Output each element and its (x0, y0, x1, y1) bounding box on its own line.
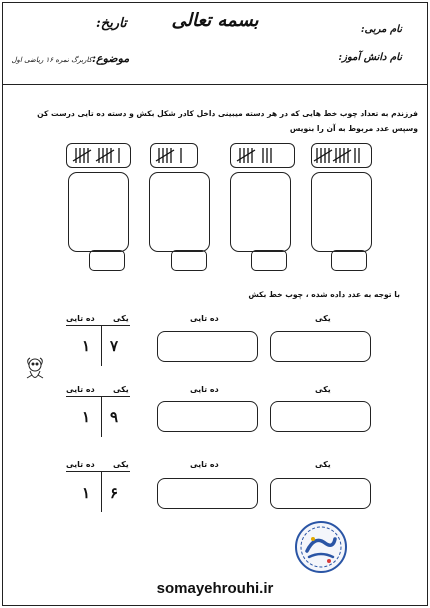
bundle-drawing-box-4[interactable] (311, 172, 372, 252)
number-answer-box-3[interactable] (251, 250, 287, 271)
ones-tally-draw-box[interactable] (270, 401, 371, 432)
bundle-drawing-box-1[interactable] (68, 172, 129, 252)
tens-column-label: ده تایی (66, 314, 95, 323)
topic-value: کاربرگ نمره ۱۶ ریاضی اول (11, 56, 92, 64)
ones-draw-label: یکی (315, 460, 331, 469)
tens-digit: ۱ (82, 337, 91, 355)
number-answer-box-1[interactable] (89, 250, 125, 271)
footer-logo (295, 521, 347, 573)
page-title: بسمه تعالی (171, 10, 259, 31)
footer-website[interactable]: somayehrouhi.ir (156, 580, 274, 597)
tens-column-label: ده تایی (66, 385, 95, 394)
tens-draw-label: ده تایی (190, 460, 219, 469)
tens-tally-draw-box[interactable] (157, 478, 258, 509)
ones-digit: ۶ (110, 484, 119, 502)
ones-tally-draw-box[interactable] (270, 331, 371, 362)
tens-tally-draw-box[interactable] (157, 401, 258, 432)
bundle-drawing-box-3[interactable] (230, 172, 291, 252)
bundle-drawing-box-2[interactable] (149, 172, 210, 252)
ones-draw-label: یکی (315, 314, 331, 323)
section2-instruction: با توجه به عدد داده شده ، چوب خط بکش (248, 290, 400, 299)
tally-marks-icon (231, 144, 294, 167)
number-answer-box-2[interactable] (171, 250, 207, 271)
tally-marks-icon (151, 144, 197, 167)
section1-instruction-line1: فرزندم به تعداد چوب خط هایی که در هر دسته میبینی داخل کادر شکل بکش و دسته ده تایی درست کن (37, 109, 418, 118)
topic-label: موضوع: (92, 52, 130, 65)
table-header-underline (66, 471, 130, 472)
tens-digit: ۱ (82, 408, 91, 426)
ones-column-label: یکی (113, 385, 129, 394)
table-header-underline (66, 325, 130, 326)
ones-column-label: یکی (113, 460, 129, 469)
table-header-underline (66, 396, 130, 397)
ones-column-label: یکی (113, 314, 129, 323)
tens-draw-label: ده تایی (190, 385, 219, 394)
tally-box-4 (311, 143, 372, 168)
student-name-label: نام دانش آموز: (338, 52, 402, 63)
tens-draw-label: ده تایی (190, 314, 219, 323)
table-divider (101, 326, 102, 366)
ones-draw-label: یکی (315, 385, 331, 394)
tens-digit: ۱ (82, 484, 91, 502)
tally-marks-icon (67, 144, 130, 167)
tally-box-2 (150, 143, 198, 168)
teacher-name-label: نام مربی: (360, 24, 402, 35)
tens-tally-draw-box[interactable] (157, 331, 258, 362)
tally-box-1 (66, 143, 131, 168)
page-frame (2, 2, 428, 606)
table-divider (101, 472, 102, 512)
ones-tally-draw-box[interactable] (270, 478, 371, 509)
ones-digit: ۹ (110, 408, 119, 426)
number-answer-box-4[interactable] (331, 250, 367, 271)
decorative-figure-icon (24, 356, 46, 386)
table-divider (101, 397, 102, 437)
tally-marks-icon (312, 144, 371, 167)
tally-box-3 (230, 143, 295, 168)
logo-icon (295, 521, 347, 573)
ones-digit: ۷ (110, 337, 119, 355)
date-label: تاریخ: (96, 16, 127, 31)
tens-column-label: ده تایی (66, 460, 95, 469)
section1-instruction-line2: وسپس عدد مربوط به آن را بنویس (289, 124, 418, 133)
header-divider (3, 84, 427, 85)
